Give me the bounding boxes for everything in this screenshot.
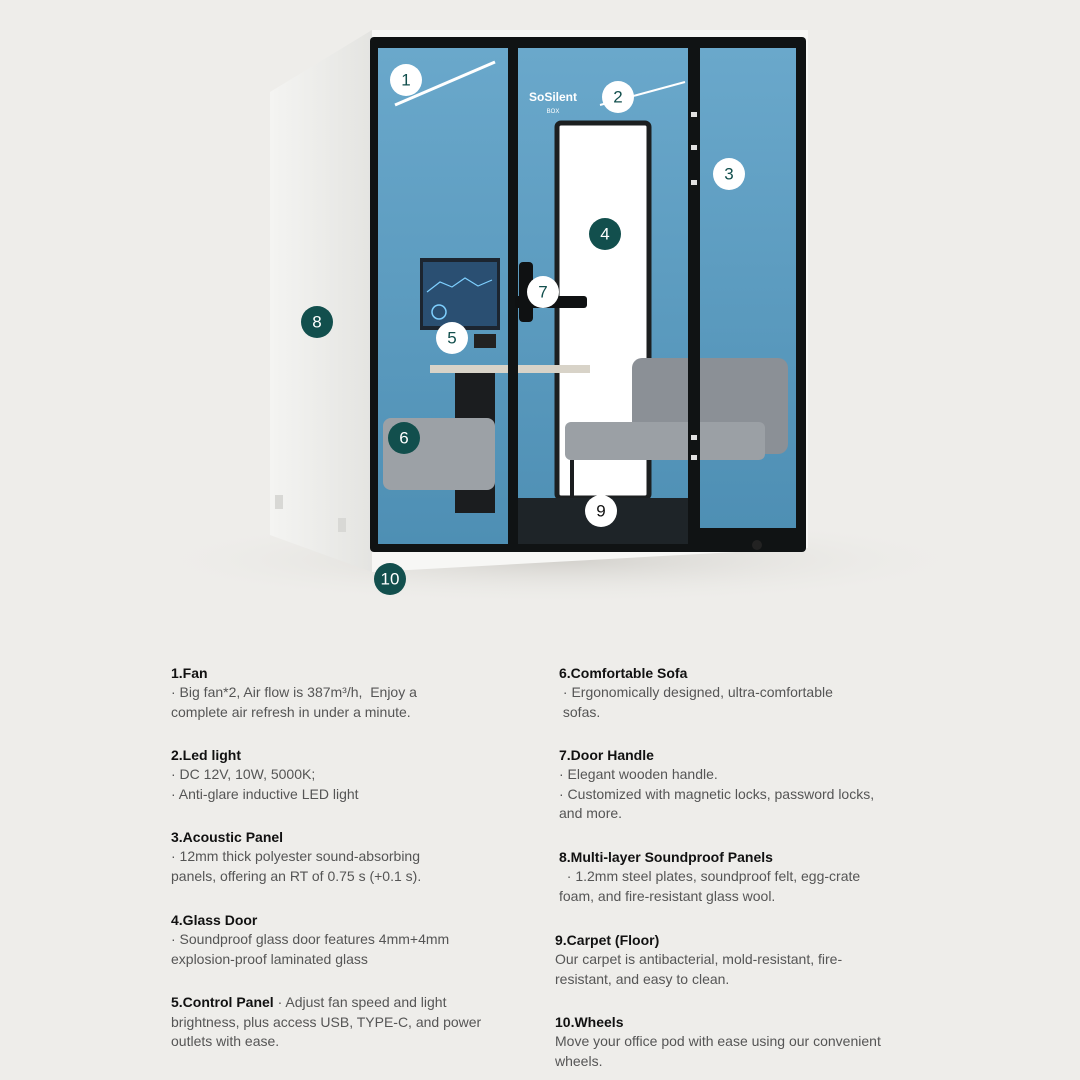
feature-line: · Customized with magnetic locks, password locks, — [559, 785, 875, 802]
svg-text:1: 1 — [401, 70, 411, 90]
feature-title: 8.Multi-layer Soundproof Panels — [559, 849, 773, 865]
svg-text:9: 9 — [596, 501, 606, 521]
svg-text:5: 5 — [447, 328, 457, 348]
feature-title: 1.Fan — [171, 665, 208, 681]
feature-title: 2.Led light — [171, 747, 241, 763]
marker-2 — [602, 81, 634, 113]
feature-line: · DC 12V, 10W, 5000K; — [171, 766, 316, 782]
feature-first-line — [171, 993, 511, 1013]
feature-door-handle — [559, 746, 899, 824]
marker-5 — [436, 322, 468, 354]
brand-logo: SoSilent — [528, 90, 578, 104]
feature-title: 3.Acoustic Panel — [171, 829, 284, 845]
marker-3 — [713, 158, 745, 190]
svg-text:2: 2 — [613, 87, 623, 107]
pod-side-panel — [270, 30, 372, 572]
svg-text:7: 7 — [538, 282, 548, 302]
feature-line: · Elegant wooden handle. — [559, 766, 718, 782]
marker-6 — [388, 422, 420, 454]
svg-text:10: 10 — [380, 569, 400, 589]
feature-line: outlets with ease. — [171, 1033, 280, 1049]
brand-logo-sub: BOX — [546, 109, 560, 115]
marker-1 — [390, 64, 422, 96]
feature-inline-text: · Adjust fan speed and light — [273, 994, 447, 1010]
feature-line: wheels. — [555, 1052, 603, 1069]
svg-text:6: 6 — [399, 428, 409, 448]
marker-9 — [585, 495, 617, 527]
feature-carpet — [555, 931, 895, 989]
svg-text:3: 3 — [724, 164, 734, 184]
control-panel — [474, 334, 496, 348]
svg-text:8: 8 — [312, 312, 322, 332]
feature-wheels — [555, 1013, 895, 1071]
feature-line: · 12mm thick polyester sound-absorbing — [171, 848, 421, 864]
feature-glass-door — [171, 911, 511, 969]
svg-text:4: 4 — [600, 224, 610, 244]
feature-line: foam, and fire-resistant glass wool. — [559, 887, 776, 904]
feature-title: 7.Door Handle — [559, 747, 654, 763]
marker-4 — [589, 218, 621, 250]
feature-title: 9.Carpet (Floor) — [555, 932, 660, 948]
feature-title: 5.Control Panel — [171, 994, 274, 1010]
feature-title: 6.Comfortable Sofa — [559, 665, 688, 681]
feature-led-light — [171, 746, 511, 804]
feature-line: and more. — [559, 805, 623, 821]
feature-line: sofas. — [559, 703, 601, 720]
feature-line: complete air refresh in under a minute. — [171, 703, 411, 720]
feature-title: 4.Glass Door — [171, 912, 258, 928]
feature-line: · Soundproof glass door features 4mm+4mm — [171, 931, 450, 947]
feature-line: Our carpet is antibacterial, mold-resistant, fire- — [555, 951, 843, 967]
sofa-right-seat — [565, 422, 765, 460]
feature-comfortable-sofa — [559, 664, 899, 722]
marker-7 — [527, 276, 559, 308]
feature-control-panel — [171, 993, 511, 1052]
feature-acoustic-panel — [171, 828, 511, 886]
feature-line: · Ergonomically designed, ultra-comfortable — [559, 684, 833, 700]
feature-line: explosion-proof laminated glass — [171, 950, 368, 967]
feature-line: resistant, and easy to clean. — [555, 970, 730, 987]
feature-soundproof-panels — [559, 848, 899, 906]
feature-line: · 1.2mm steel plates, soundproof felt, egg-crate — [559, 868, 861, 884]
marker-8 — [301, 306, 333, 338]
feature-title: 10.Wheels — [555, 1014, 624, 1030]
feature-line: · Anti-glare inductive LED light — [171, 785, 359, 802]
wheel-front-right — [752, 540, 762, 550]
feature-line: Move your office pod with ease using our convenient — [555, 1033, 881, 1049]
feature-line: · Big fan*2, Air flow is 387m³/h, Enjoy a — [171, 684, 417, 700]
feature-fan — [171, 664, 511, 722]
feature-line: panels, offering an RT of 0.75 s (+0.1 s). — [171, 867, 422, 884]
marker-10 — [374, 563, 406, 595]
feature-line: brightness, plus access USB, TYPE-C, and power — [171, 1013, 482, 1030]
